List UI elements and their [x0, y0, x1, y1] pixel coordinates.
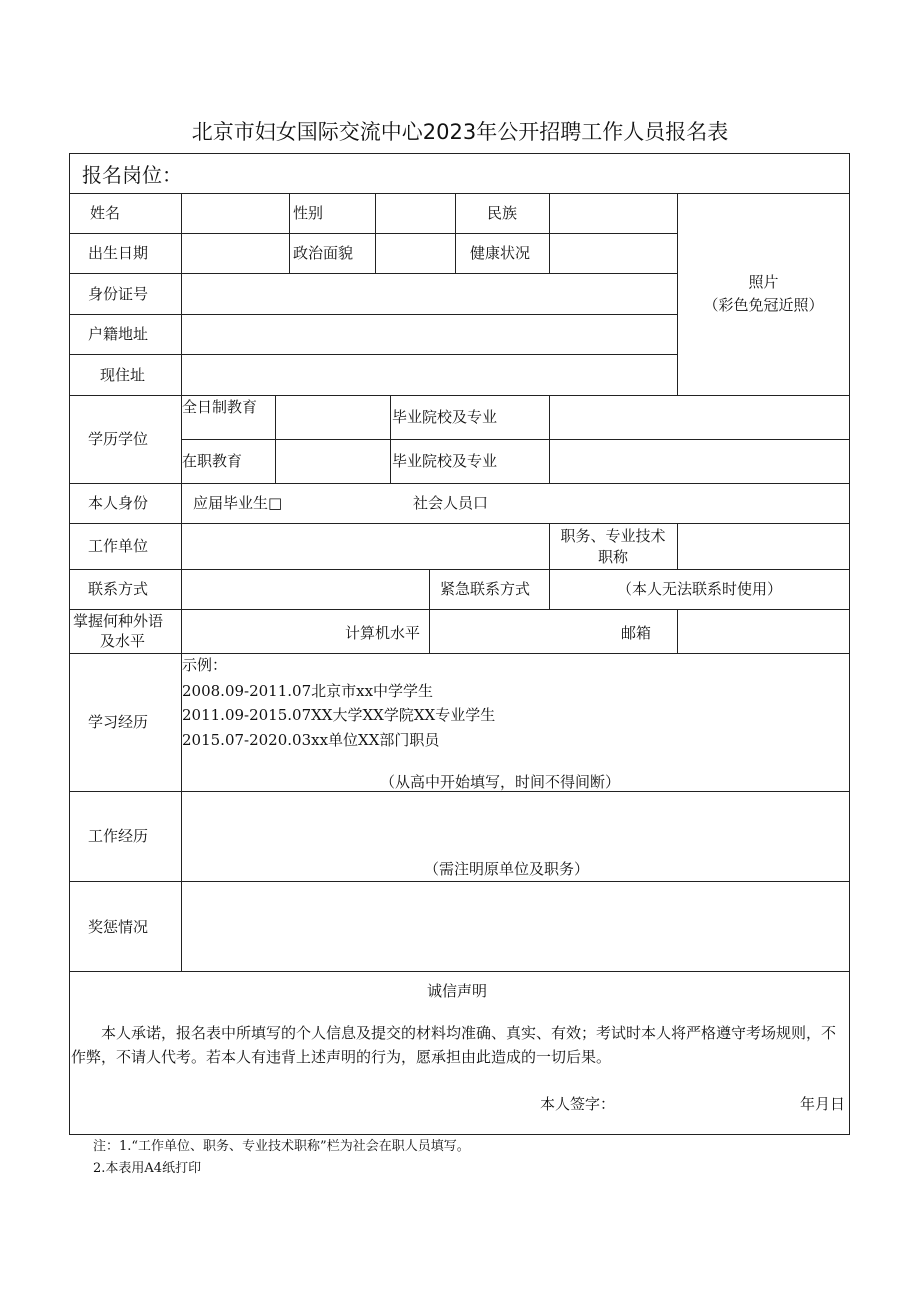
political-status-label: 政治面貌 [293, 244, 354, 262]
column-divider [181, 193, 182, 971]
ethnicity-label: 民族 [487, 204, 518, 222]
footnote-2: 2.本表用A4纸打印 [93, 1161, 202, 1176]
gender-label: 性别 [293, 204, 324, 222]
hukou-address-label: 户籍地址 [88, 325, 149, 343]
email-label: 邮箱 [621, 624, 652, 642]
row-divider [69, 395, 850, 396]
emergency-contact-note: （本人无法联系时使用） [616, 580, 782, 598]
column-divider [549, 395, 550, 483]
study-example-line: 2011.09-2015.07XX大学XX学院XX专业学生 [182, 706, 496, 724]
row-divider [69, 314, 677, 315]
identity-label: 本人身份 [88, 494, 149, 512]
study-example-line: 2015.07-2020.03xx单位XX部门职员 [182, 731, 440, 749]
column-divider [677, 193, 678, 395]
column-divider [289, 193, 290, 273]
row-divider [69, 791, 850, 792]
declaration-title: 诚信声明 [427, 982, 488, 1000]
row-divider [69, 881, 850, 882]
fresh-graduate-checkbox[interactable]: 应届毕业生□ [193, 494, 283, 512]
row-divider [181, 439, 850, 440]
post-label: 报名岗位： [82, 163, 182, 187]
foreign-language-label-line2: 及水平 [100, 632, 146, 650]
study-example-label: 示例： [182, 656, 228, 674]
row-divider [69, 569, 850, 570]
row-divider [69, 233, 677, 234]
name-label: 姓名 [90, 204, 121, 222]
health-label: 健康状况 [470, 244, 531, 262]
signature-label: 本人签字： [540, 1095, 616, 1113]
job-title-label-line2: 职称 [597, 548, 628, 566]
row-divider [69, 193, 850, 194]
work-history-label: 工作经历 [88, 827, 149, 845]
social-applicant-checkbox[interactable]: 社会人员口 [413, 494, 489, 512]
school-major-label: 毕业院校及专业 [392, 452, 498, 470]
declaration-text: 本人承诺，报名表中所填写的个人信息及提交的材料均准确、真实、有效；考试时本人将严格遵守考场规则，不作弊，不请人代考。若本人有违背上述声明的行为，愿承担由此造成的一切后果。 [71, 1024, 837, 1066]
school-major-label: 毕业院校及专业 [392, 408, 498, 426]
education-label: 学历学位 [88, 430, 149, 448]
row-divider [69, 483, 850, 484]
form-title: 北京市妇女国际交流中心2023年公开招聘工作人员报名表 [191, 120, 729, 144]
row-divider [69, 971, 850, 972]
fulltime-education-label: 全日制教育 [182, 398, 258, 416]
work-history-note: （需注明原单位及职务） [424, 860, 590, 878]
column-divider [677, 523, 678, 569]
date-label: 年月日 [800, 1095, 846, 1113]
study-example-line: 2008.09-2011.07北京市xx中学学生 [182, 682, 434, 700]
row-divider [69, 273, 677, 274]
row-divider [69, 609, 850, 610]
birth-date-label: 出生日期 [88, 244, 149, 262]
id-number-label: 身份证号 [88, 285, 149, 303]
contact-label: 联系方式 [88, 580, 149, 598]
column-divider [275, 395, 276, 483]
study-history-label: 学习经历 [88, 713, 149, 731]
column-divider [375, 193, 376, 273]
parttime-education-label: 在职教育 [182, 452, 243, 470]
column-divider [390, 395, 391, 483]
column-divider [549, 193, 550, 273]
row-divider [69, 653, 850, 654]
column-divider [429, 569, 430, 653]
row-divider [69, 523, 850, 524]
foreign-language-label: 掌握何种外语 [73, 612, 164, 630]
current-address-label: 现住址 [100, 366, 146, 384]
study-history-note: （从高中开始填写，时间不得间断） [380, 773, 621, 791]
work-unit-label: 工作单位 [88, 537, 149, 555]
photo-label: 照片 [748, 273, 779, 291]
job-title-label: 职务、专业技术 [560, 527, 666, 545]
awards-label: 奖惩情况 [88, 918, 149, 936]
emergency-contact-label: 紧急联系方式 [440, 580, 531, 598]
row-divider [69, 354, 677, 355]
computer-skill-label: 计算机水平 [345, 624, 421, 642]
photo-note: （彩色免冠近照） [703, 296, 824, 314]
column-divider [677, 609, 678, 653]
footnote-1: 注：1.“工作单位、职务、专业技术职称”栏为社会在职人员填写。 [93, 1139, 470, 1154]
column-divider [455, 193, 456, 273]
